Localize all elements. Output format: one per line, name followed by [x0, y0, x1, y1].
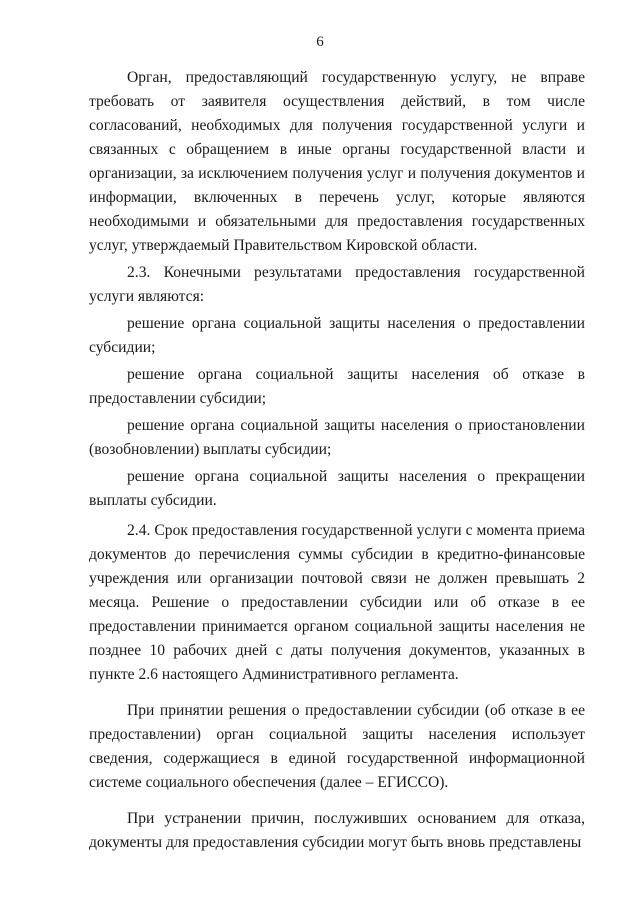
- page-number: 6: [316, 34, 324, 50]
- paragraph-result-suspension: решение органа социальной защиты населения о приостановлении (возобновлении) выплаты субсидии;: [89, 417, 585, 458]
- paragraph-result-termination: решение органа социальной защиты населения о прекращении выплаты субсидии.: [89, 468, 585, 509]
- paragraph-results-heading: 2.3. Конечными результатами предоставления государственной услуги являются:: [89, 264, 585, 305]
- paragraph-requirements: Орган, предоставляющий государственную услугу, не вправе требовать от заявителя осуществления действий, в том числе согласований, необходимых для получения государственной услуги и связанных с обращением в иные органы государственной власти и организации, за исключением получения услуг и получения документов и информации, включенных в перечень услуг, которые являются необходимыми и обязательными для предоставления государственных услуг, утверждаемый Правительством Кировской области.: [89, 69, 585, 254]
- paragraph-resubmission: При устранении причин, послуживших основанием для отказа, документы для предоставления субсидии могут быть вновь представлены: [89, 810, 585, 851]
- paragraph-egisso: При принятии решения о предоставлении субсидии (об отказе в ее предоставлении) орган социальной защиты населения использует сведения, содержащиеся в единой государственной информационной системе социального обеспечения (далее – ЕГИССО).: [89, 702, 585, 791]
- paragraph-result-grant: решение органа социальной защиты населения о предоставлении субсидии;: [89, 315, 585, 356]
- paragraph-result-refusal: решение органа социальной защиты населения об отказе в предоставлении субсидии;: [89, 366, 585, 407]
- document-body: [89, 66, 585, 855]
- paragraph-term: 2.4. Срок предоставления государственной услуги с момента приема документов до перечисления суммы субсидии в кредитно-финансовые учреждения или организации почтовой связи не должен превышать 2 месяца. Решение о предоставлении субсидии или об отказе в ее предоставлении принимается органом социальной защиты населения не позднее 10 рабочих дней с даты получения документов, указанных в пункте 2.6 настоящего Административного регламента.: [89, 522, 585, 683]
